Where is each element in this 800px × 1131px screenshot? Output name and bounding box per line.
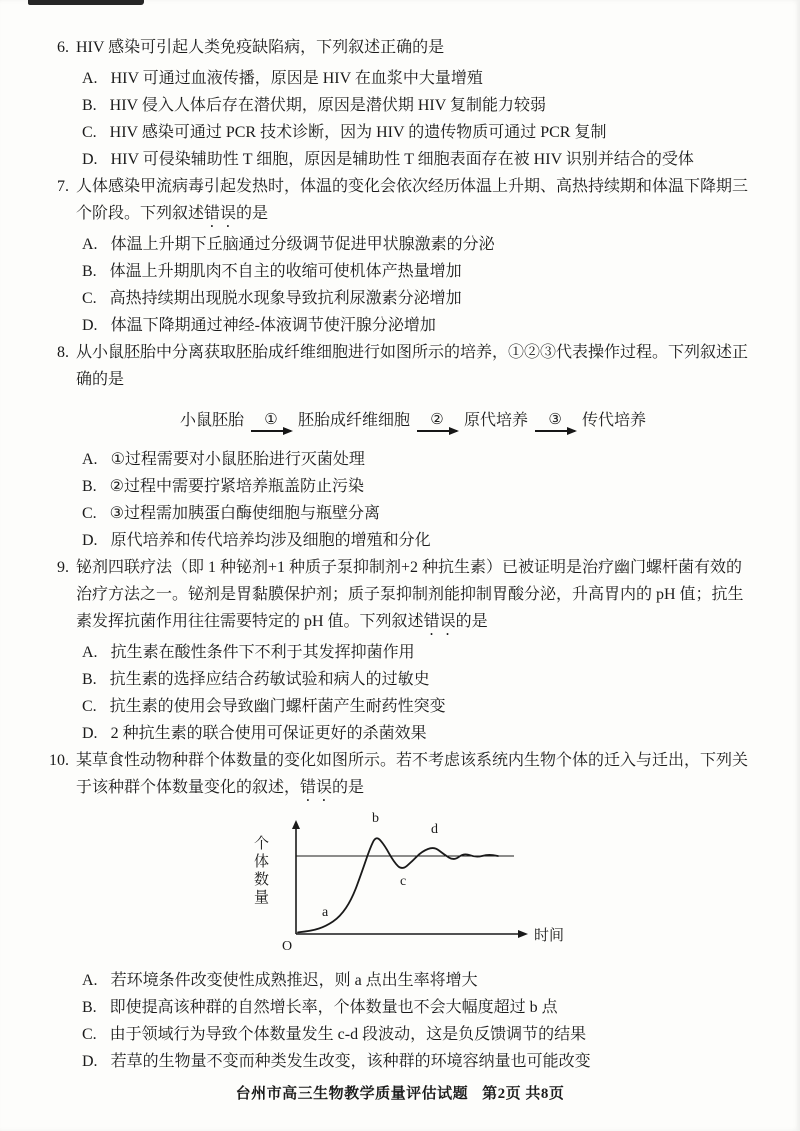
point-label-c: c: [400, 874, 407, 890]
option-text: 抗生素的选择应结合药敏试验和病人的过敏史: [109, 671, 430, 688]
page-footer: [0, 1082, 800, 1103]
option-d: [76, 146, 756, 173]
flow-step-3: [535, 413, 575, 432]
option-d: [76, 720, 756, 747]
question-content: [76, 34, 756, 173]
option-label: A.: [82, 972, 98, 989]
option-a: [76, 446, 756, 473]
option-text: 若环境条件改变使性成熟推迟，则 a 点出生率将增大: [110, 972, 478, 989]
option-label: B.: [82, 97, 97, 114]
question-stem: [76, 173, 756, 231]
population-chart-svg: [276, 819, 576, 951]
option-label: B.: [82, 478, 97, 495]
option-c: [76, 285, 756, 312]
question-content: [76, 747, 756, 1075]
flow-step-2: [417, 413, 457, 432]
question-10: [42, 747, 756, 1075]
option-text: ②过程中需要拧紧培养瓶盖防止污染: [109, 478, 365, 495]
step-number-3: ③: [548, 411, 562, 428]
option-label: D.: [82, 532, 98, 549]
question-stem: [76, 339, 756, 397]
question-number: 7.: [57, 178, 69, 195]
question-number: 9.: [57, 559, 69, 576]
question-stem: [76, 747, 756, 805]
option-text: HIV 可侵染辅助性 T 细胞，原因是辅助性 T 细胞表面存在被 HIV 识别并结合的受体: [110, 151, 694, 168]
option-d: [76, 312, 756, 339]
option-text: 抗生素在酸性条件下不利于其发挥抑菌作用: [110, 644, 415, 661]
option-label: A.: [82, 644, 98, 661]
population-figure: [246, 810, 618, 957]
footer-page-info: 第2页 共8页: [482, 1086, 565, 1102]
option-text: 2 种抗生素的联合使用可保证更好的杀菌效果: [110, 725, 427, 742]
stem-text: 的是: [455, 613, 488, 630]
scan-artifact: [28, 0, 144, 5]
option-a: [76, 65, 756, 92]
flow-node-primary-culture: 原代培养: [464, 412, 529, 429]
option-d: [76, 1048, 756, 1075]
stem-text: HIV 感染可引起人类免疫缺陷病，下列叙述正确的是: [76, 39, 445, 56]
option-text: HIV 可通过血液传播，原因是 HIV 在血浆中大量增殖: [110, 70, 483, 87]
option-label: D.: [82, 725, 98, 742]
stem-emphasis: 错误: [300, 779, 333, 796]
question-7: [42, 173, 756, 339]
question-number: 6.: [57, 39, 69, 56]
option-a: [76, 967, 756, 994]
option-label: D.: [82, 1053, 98, 1070]
stem-text: 的是: [236, 205, 269, 222]
question-content: [76, 173, 756, 339]
option-text: HIV 感染可通过 PCR 技术诊断，因为 HIV 的遗传物质可通过 PCR 复制: [109, 124, 607, 141]
option-text: ③过程需加胰蛋白酶使细胞与瓶壁分离: [109, 505, 381, 522]
option-label: C.: [82, 1026, 97, 1043]
option-b: [76, 473, 756, 500]
x-axis-arrow-icon: [518, 930, 528, 938]
option-label: A.: [82, 236, 98, 253]
option-label: C.: [82, 290, 97, 307]
step-number-1: ①: [264, 411, 278, 428]
question-stem: [76, 554, 756, 639]
option-c: [76, 1021, 756, 1048]
stem-text: 从小鼠胚胎中分离获取胚胎成纤维细胞进行如图所示的培养，①②③代表操作过程。下列叙述正确的是: [76, 344, 749, 388]
option-text: 即使提高该种群的自然增长率，个体数量也不会大幅度超过 b 点: [109, 999, 558, 1016]
question-number: 10.: [49, 752, 69, 769]
option-label: B.: [82, 999, 97, 1016]
option-text: 高热持续期出现脱水现象导致抗利尿激素分泌增加: [109, 290, 462, 307]
q8-culture-flow-diagram: [180, 407, 756, 434]
x-axis-label: 时间: [534, 928, 565, 944]
option-a: [76, 231, 756, 258]
option-text: ①过程需要对小鼠胚胎进行灭菌处理: [110, 451, 365, 468]
question-content: [76, 339, 756, 554]
option-label: C.: [82, 505, 97, 522]
option-text: 体温上升期下丘脑通过分级调节促进甲状腺激素的分泌: [110, 236, 495, 253]
point-label-b: b: [372, 810, 379, 826]
stem-emphasis: 错误: [423, 613, 456, 630]
option-text: 抗生素的使用会导致幽门螺杆菌产生耐药性突变: [109, 698, 446, 715]
arrow-right-icon: [535, 430, 575, 432]
option-text: HIV 侵入人体后存在潜伏期，原因是潜伏期 HIV 复制能力较弱: [109, 97, 546, 114]
arrow-right-icon: [417, 430, 457, 432]
option-label: D.: [82, 317, 98, 334]
stem-text: 某草食性动物种群个体数量的变化如图所示。若不考虑该系统内生物个体的迁入与迁出，下列关于该种群个体数量变化的叙述，: [76, 752, 749, 796]
option-label: D.: [82, 151, 98, 168]
flow-node-subculture: 传代培养: [582, 412, 647, 429]
flow-step-1: [251, 413, 291, 432]
option-b: [76, 994, 756, 1021]
option-c: [76, 119, 756, 146]
arrow-right-icon: [251, 430, 291, 432]
stem-text: 铋剂四联疗法（即 1 种铋剂+1 种质子泵抑制剂+2 种抗生素）已被证明是治疗幽门螺杆菌有效的治疗方法之一。铋剂是胃黏膜保护剂；质子泵抑制剂能抑制胃酸分泌，升高胃内的 pH 值；抗生素发挥抗菌作用往往需要特定的 pH 值。下列叙述: [76, 559, 744, 630]
option-text: 原代培养和传代培养均涉及细胞的增殖和分化: [110, 532, 431, 549]
stem-emphasis: 错误: [204, 205, 237, 222]
y-axis-label: 个体数量: [252, 835, 268, 907]
question-6: [42, 34, 756, 173]
step-number-2: ②: [430, 411, 444, 428]
option-b: [76, 666, 756, 693]
option-text: 体温上升期肌肉不自主的收缩可使机体产热量增加: [109, 263, 462, 280]
option-label: C.: [82, 698, 97, 715]
option-label: B.: [82, 671, 97, 688]
option-d: [76, 527, 756, 554]
footer-title: 台州市高三生物教学质量评估试题: [235, 1086, 469, 1102]
stem-text: 的是: [332, 779, 365, 796]
option-text: 由于领域行为导致个体数量发生 c-d 段波动，这是负反馈调节的结果: [109, 1026, 587, 1043]
origin-label: O: [282, 939, 293, 954]
question-number: 8.: [57, 344, 69, 361]
option-c: [76, 693, 756, 720]
stem-text: 人体感染甲流病毒引起发热时，体温的变化会依次经历体温上升期、高热持续期和体温下降期三个阶段。下列叙述: [76, 178, 749, 222]
question-9: [42, 554, 756, 747]
option-text: 若草的生物量不变而种类发生改变，该种群的环境容纳量也可能改变: [110, 1053, 591, 1070]
flow-node-mouse-embryo: 小鼠胚胎: [180, 412, 245, 429]
option-label: C.: [82, 124, 97, 141]
question-content: [76, 554, 756, 747]
option-text: 体温下降期通过神经-体液调节使汗腺分泌增加: [110, 317, 436, 334]
flow-node-fibroblast: 胚胎成纤维细胞: [298, 412, 411, 429]
option-label: B.: [82, 263, 97, 280]
point-label-d: d: [431, 821, 438, 837]
question-8: [42, 339, 756, 554]
question-stem: [76, 34, 756, 65]
option-a: [76, 639, 756, 666]
option-label: A.: [82, 451, 98, 468]
option-label: A.: [82, 70, 98, 87]
option-b: [76, 258, 756, 285]
option-b: [76, 92, 756, 119]
point-label-a: a: [322, 905, 329, 921]
option-c: [76, 500, 756, 527]
